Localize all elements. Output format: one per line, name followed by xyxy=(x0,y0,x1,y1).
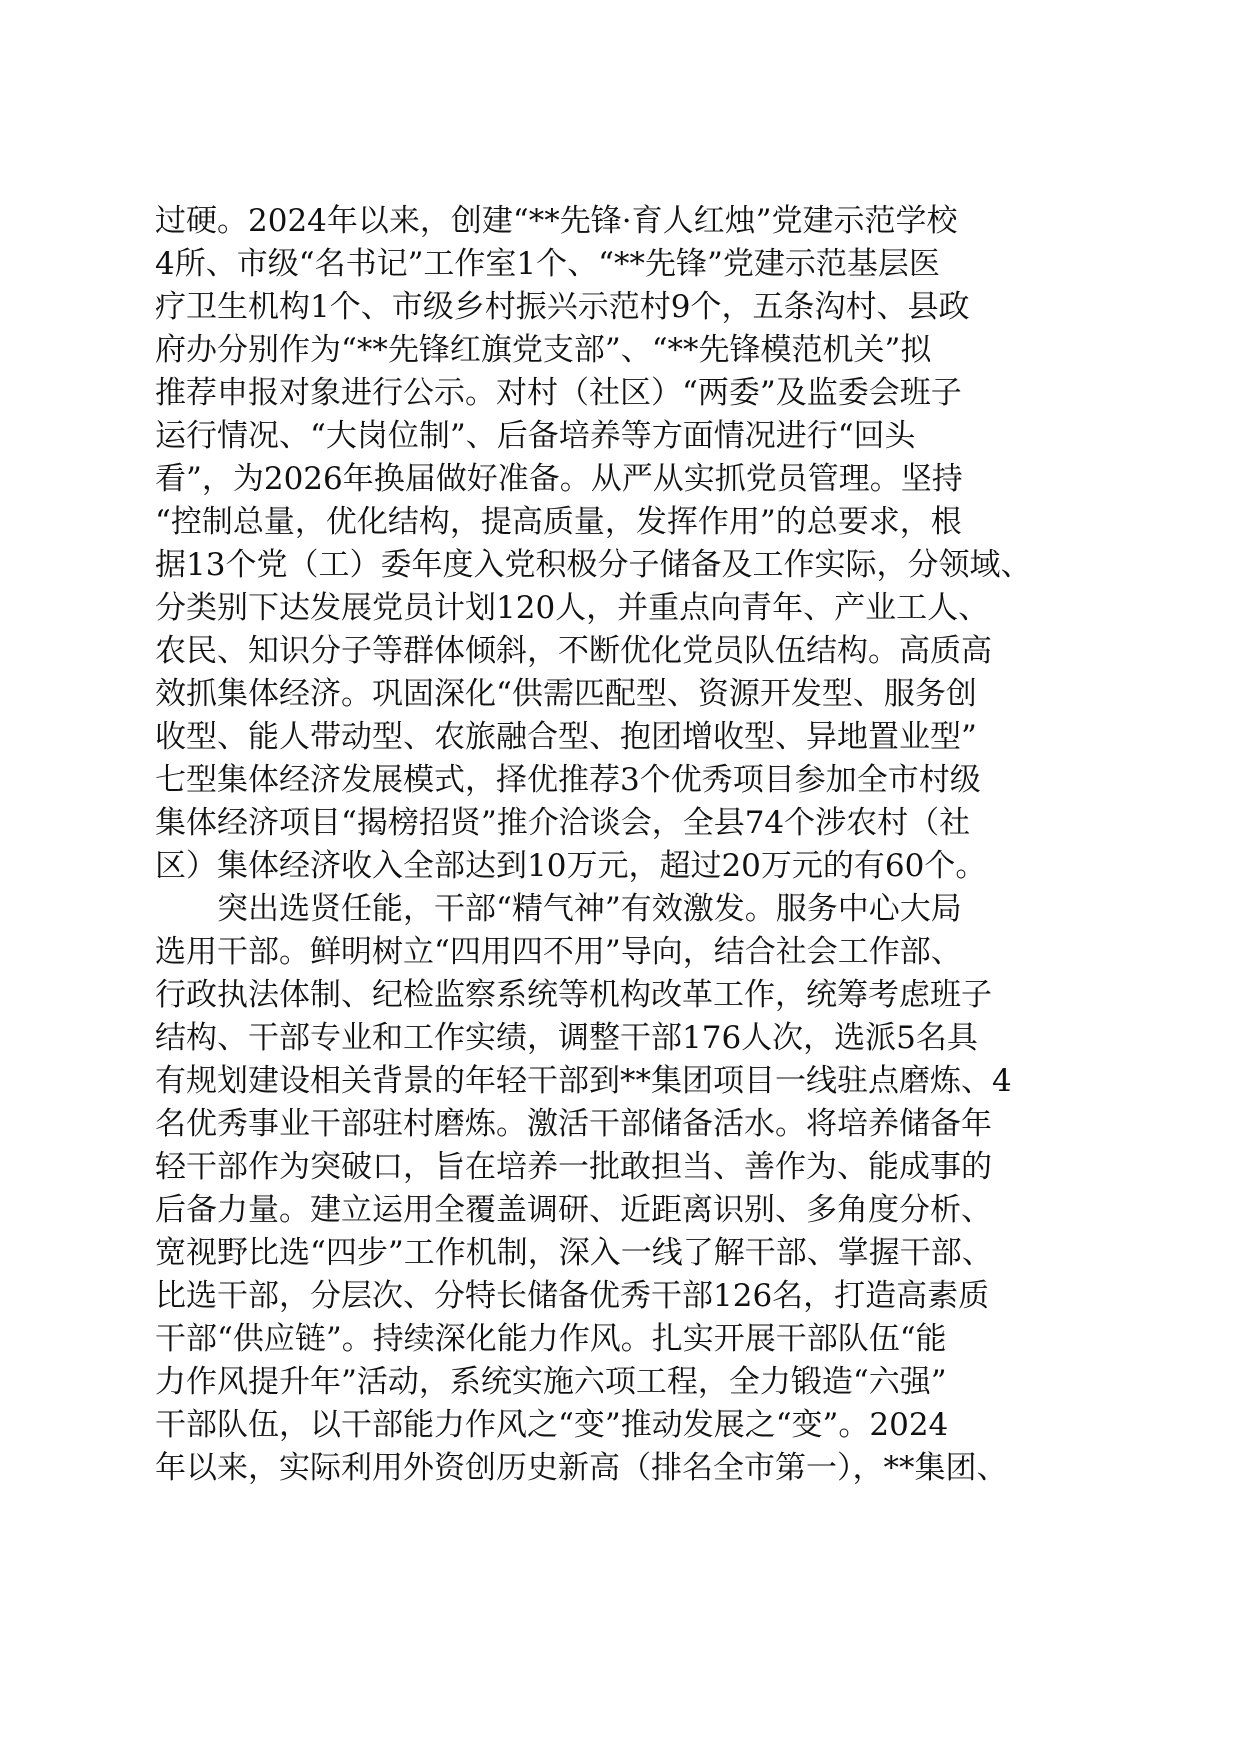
text-line: 宽视野比选“四步”工作机制，深入一线了解干部、掌握干部、 xyxy=(155,1235,993,1271)
text-line: “控制总量，优化结构，提高质量，发挥作用”的总要求，根 xyxy=(155,504,962,540)
paragraph-start-line: 突出选贤任能，干部“精气神”有效激发。服务中心大局 xyxy=(217,891,962,927)
text-line: 轻干部作为突破口，旨在培养一批敢担当、善作为、能成事的 xyxy=(155,1149,992,1185)
text-line: 后备力量。建立运用全覆盖调研、近距离识别、多角度分析、 xyxy=(155,1192,992,1228)
text-line: 收型、能人带动型、农旅融合型、抱团增收型、异地置业型” xyxy=(155,719,977,755)
text-line: 结构、干部专业和工作实绩，调整干部176人次，选派5名具 xyxy=(155,1020,978,1056)
text-line: 看”，为2026年换届做好准备。从严从实抓党员管理。坚持 xyxy=(155,461,963,497)
text-line: 府办分别作为“**先锋红旗党支部”、“**先锋模范机关”拟 xyxy=(155,332,932,368)
text-line: 效抓集体经济。巩固深化“供需匹配型、资源开发型、服务创 xyxy=(155,676,977,712)
text-line: 过硬。2024年以来，创建“**先锋·育人红烛”党建示范学校 xyxy=(155,203,958,239)
text-line: 推荐申报对象进行公示。对村（社区）“两委”及监委会班子 xyxy=(155,375,962,411)
text-line: 农民、知识分子等群体倾斜，不断优化党员队伍结构。高质高 xyxy=(155,633,992,669)
text-line: 干部队伍，以干部能力作风之“变”推动发展之“变”。2024 xyxy=(155,1407,949,1443)
text-line: 年以来，实际利用外资创历史新高（排名全市第一），**集团、 xyxy=(155,1450,1008,1486)
text-line: 干部“供应链”。持续深化能力作风。扎实开展干部队伍“能 xyxy=(155,1321,947,1357)
text-line: 七型集体经济发展模式，择优推荐3个优秀项目参加全市村级 xyxy=(155,762,981,798)
text-line: 选用干部。鲜明树立“四用四不用”导向，结合社会工作部、 xyxy=(155,934,962,970)
text-line: 疗卫生机构1个、市级乡村振兴示范村9个，五条沟村、县政 xyxy=(155,289,970,325)
text-line: 比选干部，分层次、分特长储备优秀干部126名，打造高素质 xyxy=(155,1278,990,1314)
text-line: 行政执法体制、纪检监察系统等机构改革工作，统筹考虑班子 xyxy=(155,977,992,1013)
text-line: 力作风提升年”活动，系统实施六项工程，全力锻造“六强” xyxy=(155,1364,947,1400)
text-line: 集体经济项目“揭榜招贤”推介洽谈会，全县74个涉农村（社 xyxy=(155,805,971,841)
text-line: 有规划建设相关背景的年轻干部到**集团项目一线驻点磨炼、4 xyxy=(155,1063,1012,1099)
text-line: 分类别下达发展党员计划120人，并重点向青年、产业工人、 xyxy=(155,590,990,626)
text-line: 据13个党（工）委年度入党积极分子储备及工作实际，分领域、 xyxy=(155,547,1032,583)
text-line: 4所、市级“名书记”工作室1个、“**先锋”党建示范基层医 xyxy=(155,246,940,282)
text-line: 运行情况、“大岗位制”、后备培养等方面情况进行“回头 xyxy=(155,418,916,454)
text-line: 区）集体经济收入全部达到10万元，超过20万元的有60个。 xyxy=(155,848,987,884)
text-line: 名优秀事业干部驻村磨炼。激活干部储备活水。将培养储备年 xyxy=(155,1106,992,1142)
body-text xyxy=(155,200,1085,1490)
